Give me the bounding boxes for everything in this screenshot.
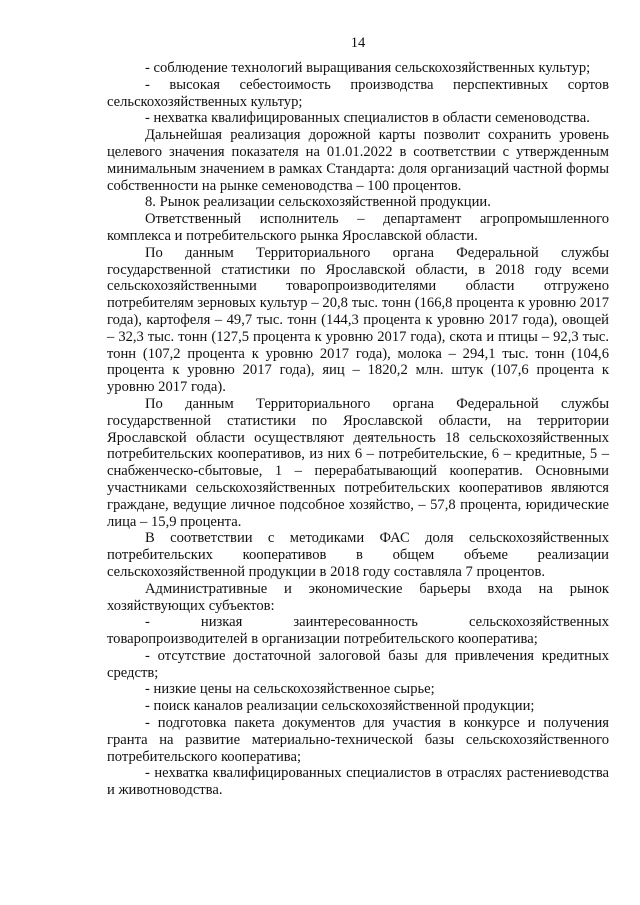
paragraph-roadmap-target: Дальнейшая реализация дорожной карты позволит сохранить уровень целевого значения показателя на 01.01.2022 в соответствии с утвержденным минимальным значением в рамках Стандарта: доля организаций частной формы собственности на рынке семеноводства – 100 процентов. xyxy=(107,127,609,194)
paragraph-bullet-low-prices: - низкие цены на сельскохозяйственное сырье; xyxy=(145,681,435,698)
paragraph-fas-share: В соответствии с методиками ФАС доля сельскохозяйственных потребительских кооперативов в общем объеме реализации сельскохозяйственной продукции в 2018 году составляла 7 процентов. xyxy=(107,530,609,580)
paragraph-responsible-executor: Ответственный исполнитель – департамент агропромышленного комплекса и потребительского рынка Ярославской области. xyxy=(107,211,609,244)
document-page xyxy=(107,34,609,799)
paragraph-bullet-specialists-farming: - нехватка квалифицированных специалистов в отраслях растениеводства и животноводства. xyxy=(107,765,609,799)
paragraph-shipment-statistics: По данным Территориального органа Федеральной службы государственной статистики по Ярославской области, в 2018 году всеми сельскохозяйственными товаропроизводителями области отгружено потребителям зерновых культур – 20,8 тыс. тонн (166,8 процента к уровню 2017 года), картофеля – 49,7 тыс. тонн (144,3 процента к уровню 2017 года), овощей – 32,3 тыс. тонн (127,5 процента к уровню 2017 года), скота и птицы – 92,3 тыс. тонн (107,2 процента к уровню 2017 года), молока – 294,1 тыс. тонн (104,6 процента к уровню 2017 года), яиц – 1820,2 млн. штук (107,6 процента к уровню 2017 года). xyxy=(107,244,609,396)
paragraph-barriers-intro: Административные и экономические барьеры входа на рынок хозяйствующих субъектов: xyxy=(107,580,609,614)
paragraph-bullet-technology: - соблюдение технологий выращивания сельскохозяйственных культур; xyxy=(145,60,591,76)
page-number: 14 xyxy=(350,35,366,51)
paragraph-bullet-specialists-seeds: - нехватка квалифицированных специалистов в области семеноводства. xyxy=(145,110,590,127)
paragraph-bullet-low-interest: - низкая заинтересованность сельскохозяйственных товаропроизводителей в организации потребительского кооператива; xyxy=(107,614,609,648)
paragraph-bullet-high-cost: - высокая себестоимость производства перспективных сортов сельскохозяйственных культур; xyxy=(107,76,609,110)
section-heading-market-8: 8. Рынок реализации сельскохозяйственной продукции. xyxy=(145,194,491,211)
paragraph-bullet-collateral: - отсутствие достаточной залоговой базы для привлечения кредитных средств; xyxy=(107,647,609,681)
paragraph-bullet-sales-channels: - поиск каналов реализации сельскохозяйственной продукции; xyxy=(145,698,535,715)
paragraph-cooperatives-statistics: По данным Территориального органа Федеральной службы государственной статистики по Ярославской области, на территории Ярославской области осуществляют деятельность 18 сельскохозяйственных потребительских кооперативов, из них 6 – потребительские, 6 – кредитные, 5 – снабженческо-сбытовые, 1 – перерабатывающий кооператив. Основными участниками сельскохозяйственных потребительских кооперативов являются граждане, ведущие личное подсобное хозяйство, – 57,8 процента, юридические лица – 15,9 процента. xyxy=(107,395,609,530)
paragraph-bullet-grant-documents: - подготовка пакета документов для участия в конкурсе и получения гранта на развитие материально-технической базы сельскохозяйственного потребительского кооператива; xyxy=(107,715,609,765)
